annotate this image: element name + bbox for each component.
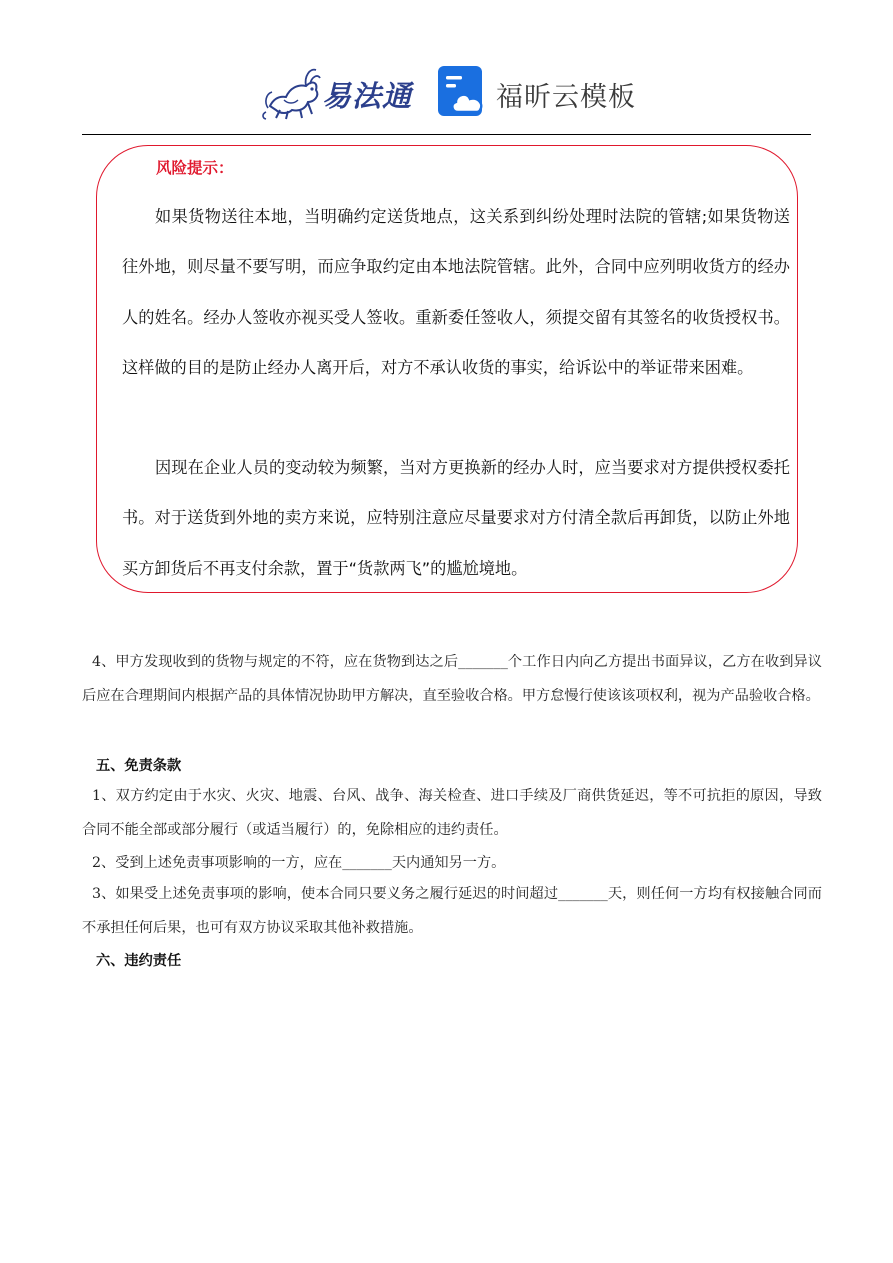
clause-5-1-paragraph: 1、双方约定由于水灾、火灾、地震、台风、战争、海关检查、进口手续及厂商供货延迟，等不可抗拒的原因，导致合同不能全部或部分履行（或适当履行）的，免除相应的违约责任。 (82, 788, 822, 838)
header-divider (82, 134, 811, 135)
risk-notice-title: 风险提示： (156, 159, 234, 177)
brand-right-text: 福昕云模板 (496, 82, 636, 113)
risk-paragraph-1: 如果货物送往本地，当明确约定送货地点，这关系到纠纷处理时法院的管辖;如果货物送往外地，则尽量不要写明，而应争取约定由本地法院管辖。此外，合同中应列明收货方的经办人的姓名。经办人签收亦视买受人签收。重新委任签收人，须提交留有其签名的收货授权书。这样做的目的是防止经办人离开后，对方不承认收货的事实，给诉讼中的举证带来困难。 (122, 207, 790, 377)
section-6-heading: 六、违约责任 (96, 953, 182, 969)
clause-5-3-paragraph: 3、如果受上述免责事项的影响，使本合同只要义务之履行延迟的时间超过_______天，则任何一方均有权接触合同而不承担任何后果，也可有双方协议采取其他补救措施。 (82, 886, 822, 936)
yifatong-logo (262, 62, 422, 120)
risk-paragraph-2: 因现在企业人员的变动较为频繁，当对方更换新的经办人时，应当要求对方提供授权委托书。对于送货到外地的卖方来说，应特别注意应尽量要求对方付清全款后再卸货，以防止外地买方卸货后不再支付余款，置于“货款两飞”的尴尬境地。 (122, 458, 790, 578)
clause-4-paragraph: 4、甲方发现收到的货物与规定的不符，应在货物到达之后_______个工作日内向乙方提出书面异议，乙方在收到异议后应在合理期间内根据产品的具体情况协助甲方解决，直至验收合格。甲方怠慢行使该该项权利，视为产品验收合格。 (82, 654, 822, 704)
section-5-heading: 五、免责条款 (96, 758, 182, 774)
page-header (0, 58, 893, 124)
foxit-template-logo (436, 64, 646, 120)
clause-5-2-paragraph: 2、受到上述免责事项影响的一方，应在_______天内通知另一方。 (92, 855, 506, 871)
brand-left-text: 易法通 (322, 79, 413, 113)
cloud-document-icon (436, 64, 490, 120)
qilin-icon (262, 62, 322, 120)
